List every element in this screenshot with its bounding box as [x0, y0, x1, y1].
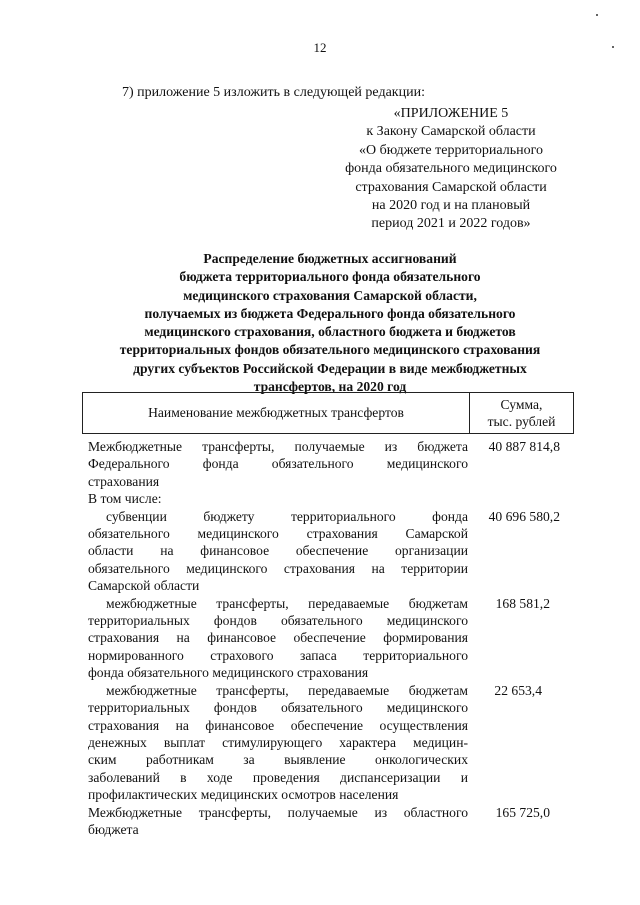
scan-speck [596, 14, 598, 16]
title-line: трансфертов, на 2020 год [253, 379, 407, 395]
row-text-line: денежных выплат стимулирующего характера медицин- [88, 734, 468, 750]
title-line: бюджета территориального фонда обязательного [179, 269, 481, 285]
title-line: других субъектов Российской Федерации в виде межбюджетных [133, 360, 527, 376]
row-value: 40 887 814,8 [488, 439, 560, 454]
page-number: 12 [313, 40, 327, 55]
appendix-line: период 2021 и 2022 годов» [371, 216, 531, 232]
appendix-line: «ПРИЛОЖЕНИЕ 5 [393, 106, 509, 121]
transfers-table [82, 392, 574, 838]
row-value: 22 653,4 [494, 682, 542, 698]
table-row [82, 804, 574, 839]
title-line: медицинского страхования, областного бюджета и бюджетов [144, 324, 516, 340]
row-text-line: обязательного медицинского страхования на территории [88, 560, 468, 576]
appendix-line: к Закону Самарской области [366, 124, 536, 140]
appendix-line: «О бюджете территориального [359, 142, 543, 158]
row-text-line: межбюджетные трансферты, передаваемые бюджетам [106, 682, 468, 698]
title-line: территориальных фондов обязательного медицинского страхования [119, 342, 541, 358]
row-value: 168 581,2 [495, 595, 550, 611]
header-sum-unit: тыс. рублей [487, 414, 556, 429]
row-text-line: территориальных фондов обязательного медицинского [88, 700, 468, 716]
row-text-line: Федерального фонда обязательного медицинского [88, 456, 468, 472]
row-text-line: заболеваний в ходе проведения диспансеризации и [88, 769, 468, 785]
row-name [82, 490, 468, 507]
document-title [88, 250, 572, 396]
row-text-line: страхования на финансовое обеспечение формирования [88, 630, 468, 646]
appendix-line: фонда обязательного медицинского [345, 161, 557, 177]
table-row [82, 595, 574, 682]
row-name [82, 595, 468, 682]
row-text-line: Межбюджетные трансферты, получаемые из областного [88, 804, 468, 820]
row-text-line: профилактических медицинских осмотров населения [88, 787, 399, 803]
row-name [82, 682, 468, 804]
title-line: Распределение бюджетных ассигнований [203, 251, 457, 266]
table-row [82, 438, 574, 490]
table-row [82, 490, 574, 507]
row-text-line: ским работникам за выявление онкологических [88, 752, 468, 768]
row-text-line: фонда обязательного медицинского страхования [88, 665, 369, 681]
row-name [82, 508, 468, 595]
row-text-line: страхования на финансовое обеспечение осуществления [88, 717, 468, 733]
row-text-line: области на финансовое обеспечение организации [88, 543, 468, 559]
row-text-line: бюджета [88, 821, 139, 837]
row-text-line: обязательного медицинского страхования Самарской [88, 526, 468, 542]
row-text-line: субвенции бюджету территориального фонда [106, 508, 468, 524]
row-text-line: В том числе: [88, 491, 162, 507]
row-text-line: Самарской области [88, 578, 200, 594]
table-row [82, 682, 574, 804]
row-value: 165 725,0 [495, 804, 550, 820]
row-value: 40 696 580,2 [488, 508, 560, 524]
header-sum-cell [470, 393, 573, 433]
appendix-header [320, 105, 582, 234]
row-text-line: нормированного страхового запаса территориального [88, 647, 468, 663]
row-text-line: страхования [88, 473, 160, 489]
row-text-line: территориальных фондов обязательного медицинского [88, 613, 468, 629]
row-name [82, 804, 468, 839]
row-text-line: межбюджетные трансферты, передаваемые бюджетам [106, 595, 468, 611]
header-name-cell: Наименование межбюджетных трансфертов [83, 393, 470, 433]
table-header [82, 392, 574, 434]
header-sum-label: Сумма, [500, 397, 543, 412]
table-body [82, 434, 574, 838]
intro-text: 7) приложение 5 изложить в следующей редакции: [122, 85, 425, 100]
appendix-line: на 2020 год и на плановый [371, 198, 531, 214]
table-row [82, 508, 574, 595]
row-value [468, 490, 574, 507]
title-line: получаемых из бюджета Федерального фонда обязательного [144, 305, 516, 321]
title-line: медицинского страхования Самарской области, [183, 287, 477, 303]
row-name [82, 438, 468, 490]
row-text-line: Межбюджетные трансферты, получаемые из бюджета [88, 439, 468, 454]
appendix-line: страхования Самарской области [355, 179, 547, 195]
